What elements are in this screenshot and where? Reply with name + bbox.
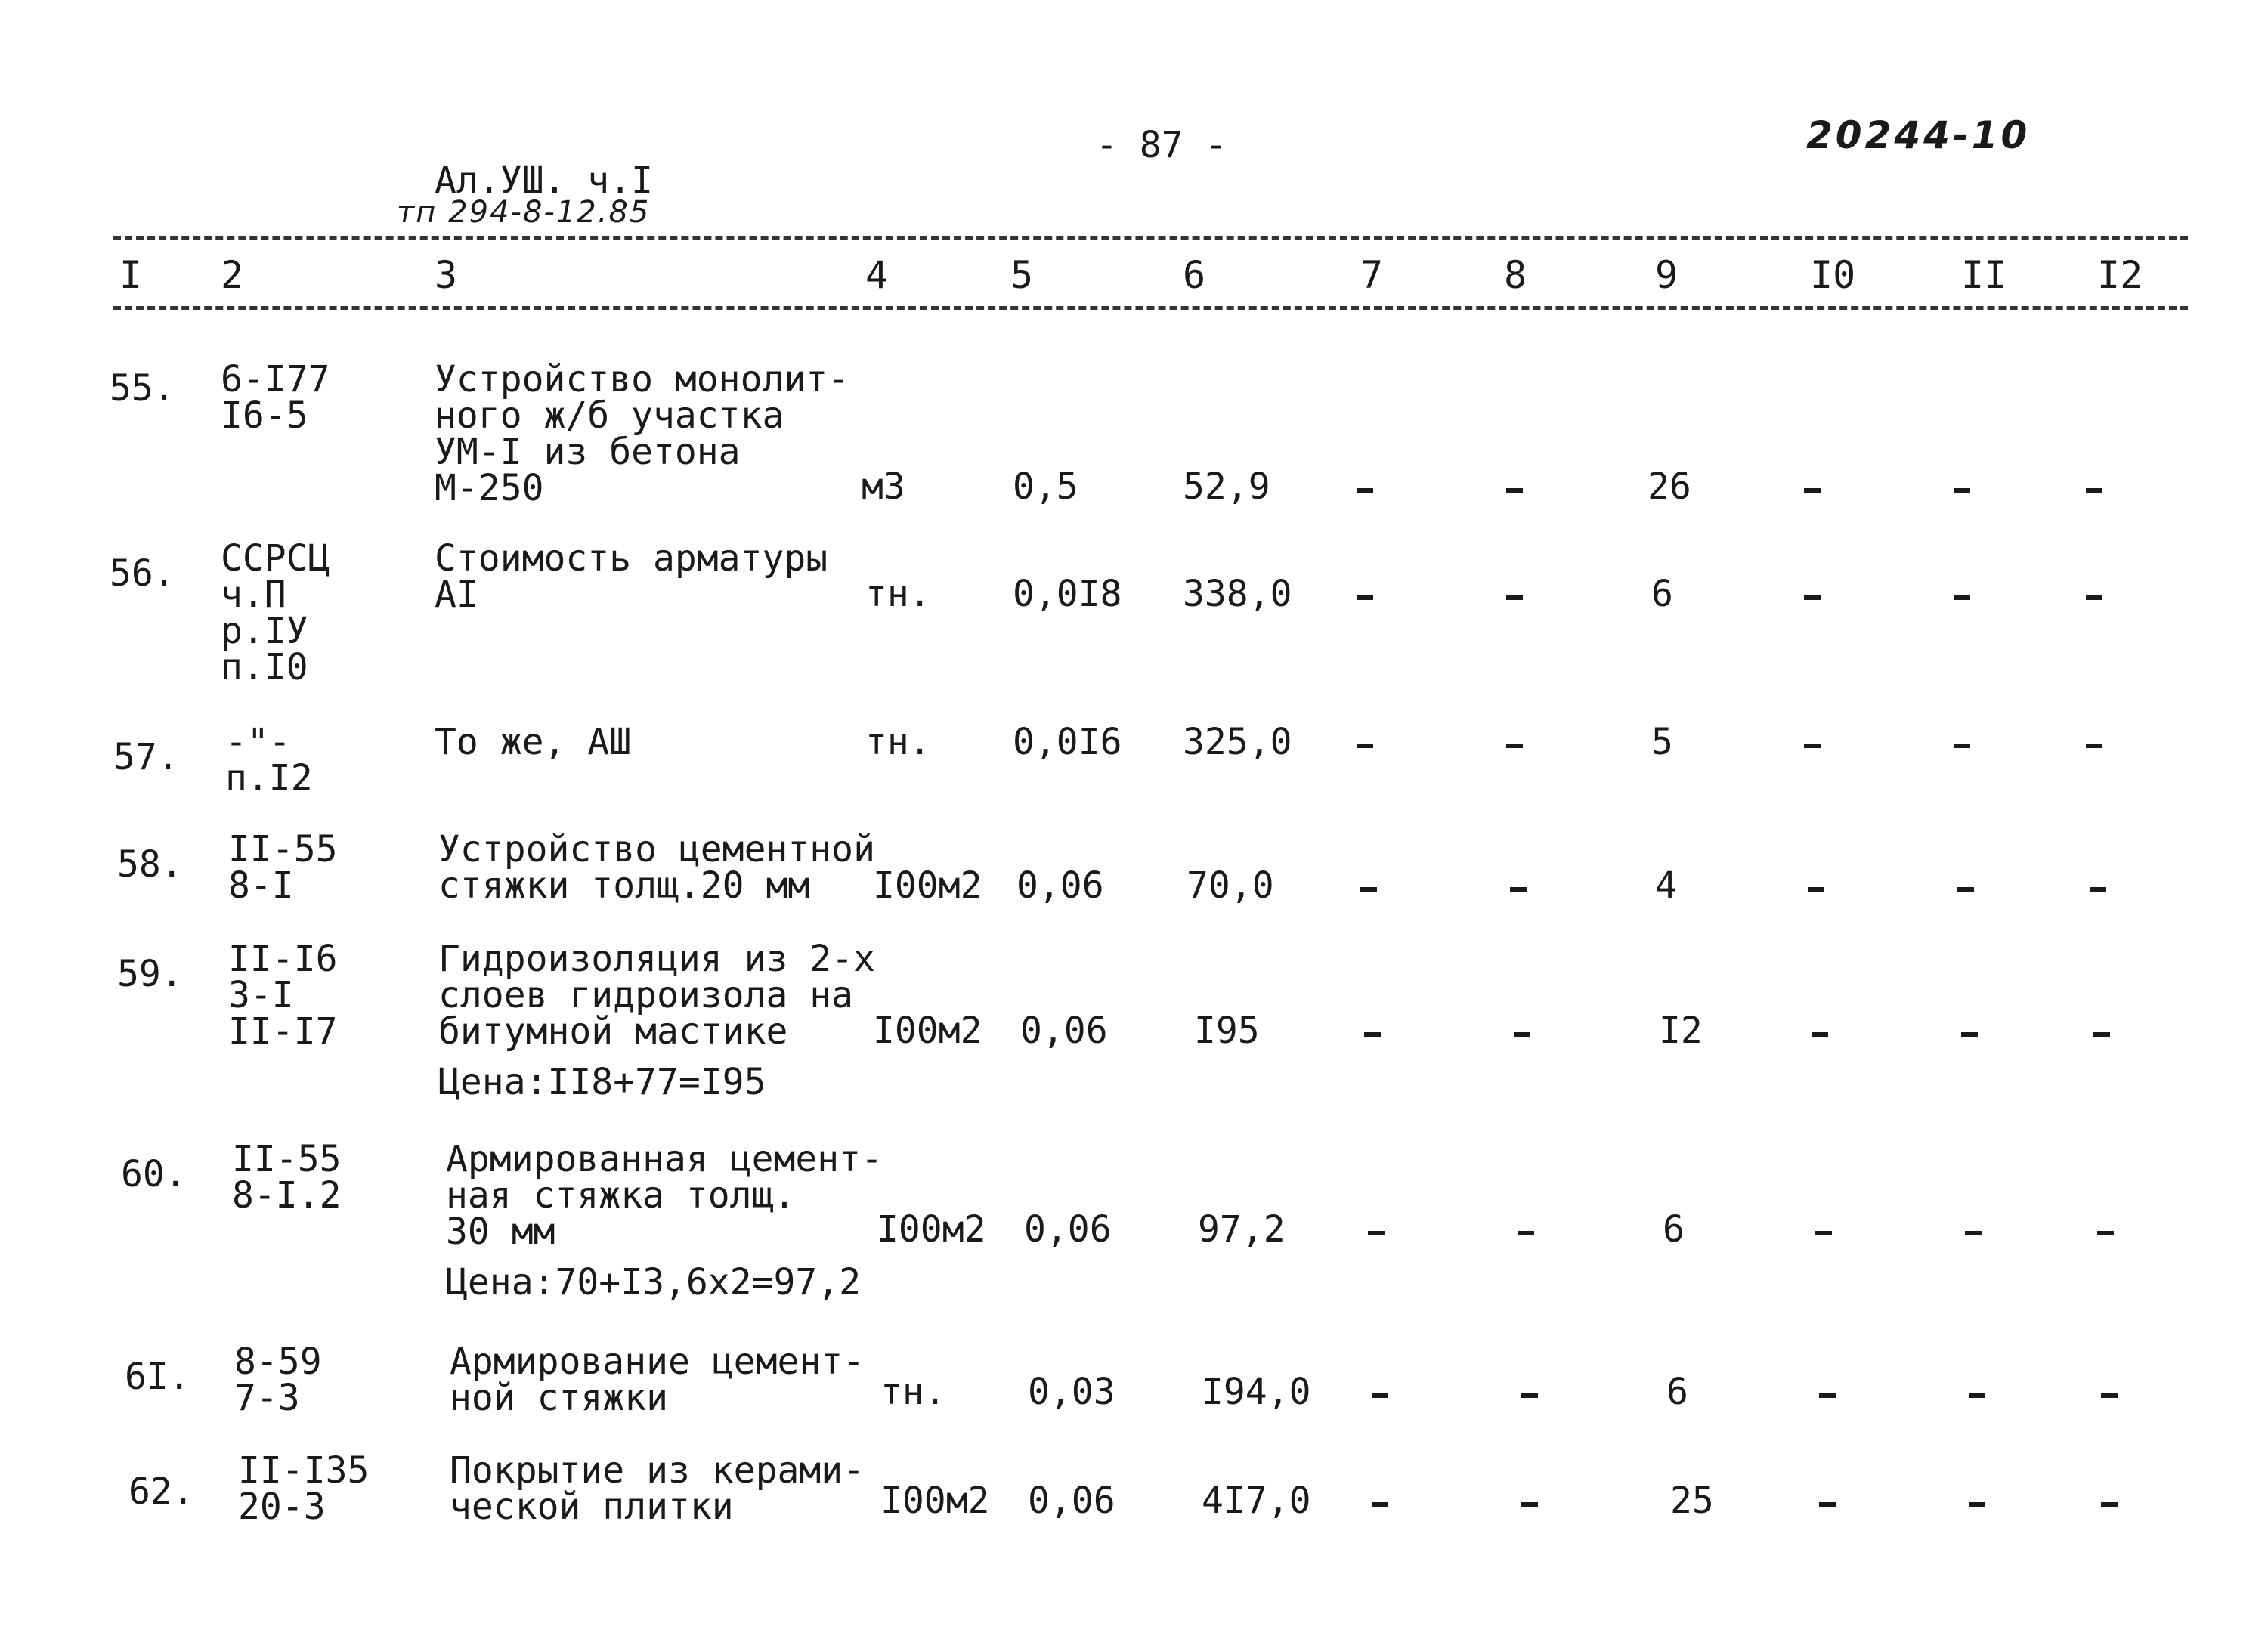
rate-code: ССРСЦ ч.П р.IУ п.I0 [221,537,330,688]
row-number: 55. [110,367,175,410]
work-description: То же, АШ [435,721,632,763]
empty-cell-dash [1514,1032,1530,1037]
empty-cell-dash [1965,1231,1982,1235]
unit-price: 52,9 [1183,465,1270,508]
unit: тн. [880,1371,946,1413]
empty-cell-dash [1510,887,1527,892]
quantity: 0,03 [1028,1371,1115,1413]
column-header: 7 [1360,253,1384,297]
empty-cell-dash [1521,1502,1538,1507]
quantity: 0,06 [1016,864,1104,907]
unit-price: 325,0 [1183,721,1292,763]
unit-price: 338,0 [1183,573,1292,615]
empty-cell-dash [1812,1032,1828,1037]
empty-cell-dash [1506,595,1523,600]
total-value: 6 [1651,573,1673,615]
column-header: 5 [1010,253,1034,297]
empty-cell-dash [1819,1393,1836,1398]
total-value: I2 [1659,1010,1703,1052]
empty-cell-dash [1969,1502,1985,1507]
work-description: Покрытие из керами- ческой плитки [450,1449,865,1528]
quantity: 0,06 [1024,1208,1112,1251]
empty-cell-dash [2090,887,2106,892]
empty-cell-dash [2093,1032,2110,1037]
empty-cell-dash [2086,488,2102,493]
column-header: 8 [1504,253,1527,297]
empty-cell-dash [1961,1032,1978,1037]
rate-code: II-55 8-I.2 [232,1138,342,1217]
empty-cell-dash [1357,744,1373,748]
column-header: 2 [221,253,244,297]
work-description: Устройство цементной стяжки толщ.20 мм [438,828,875,907]
empty-cell-dash [1372,1502,1388,1507]
work-description: Устройство монолит- ного ж/б участка УМ-I из бетона М-250 [435,358,850,509]
unit: I00м2 [880,1480,990,1522]
quantity: 0,0I8 [1013,573,1122,615]
unit-price: 70,0 [1187,864,1274,907]
unit: тн. [865,573,931,615]
column-header: 4 [865,253,889,297]
empty-cell-dash [2086,744,2102,748]
empty-cell-dash [1969,1393,1985,1398]
total-value: 26 [1648,465,1691,508]
unit: м3 [862,465,905,508]
row-number: 59. [117,953,183,995]
total-value: 6 [1663,1208,1685,1251]
rate-code: 8-59 7-3 [234,1341,322,1419]
empty-cell-dash [2097,1231,2114,1235]
empty-cell-dash [1808,887,1824,892]
column-header: I [119,253,143,297]
price-note: Цена:70+I3,6x2=97,2 [446,1261,862,1303]
header-bottom-rule [113,306,2188,310]
rate-code: II-I6 3-I II-I7 [228,938,338,1053]
empty-cell-dash [2101,1393,2118,1398]
empty-cell-dash [1954,744,1970,748]
column-header: I0 [1810,253,1856,297]
project-reference: тп 294-8-12.85 [397,195,651,230]
empty-cell-dash [1368,1231,1385,1235]
unit-price: 97,2 [1198,1208,1286,1251]
top-rule [113,236,2188,240]
column-header: I2 [2097,253,2143,297]
total-value: 4 [1655,864,1677,907]
album-reference: Ал.УШ. ч.I [435,159,653,202]
empty-cell-dash [1804,595,1821,600]
unit-price: I95 [1194,1010,1260,1052]
empty-cell-dash [1506,488,1523,493]
empty-cell-dash [1804,744,1821,748]
empty-cell-dash [1364,1032,1381,1037]
empty-cell-dash [1372,1393,1388,1398]
price-note: Цена:II8+77=I95 [438,1061,766,1103]
unit: I00м2 [873,1010,982,1052]
total-value: 25 [1670,1480,1714,1522]
work-description: Армированная цемент- ная стяжка толщ. 30 мм [446,1138,883,1253]
rate-code: 6-I77 I6-5 [221,358,330,437]
unit-price: 4I7,0 [1202,1480,1311,1522]
rate-code: II-55 8-I [228,828,338,907]
empty-cell-dash [1506,744,1523,748]
document-number: 20244-10 [1806,113,2031,157]
page-number: - 87 - [1096,124,1227,166]
unit: I00м2 [877,1208,986,1251]
empty-cell-dash [1804,488,1821,493]
row-number: 56. [110,552,175,595]
empty-cell-dash [1954,595,1970,600]
row-number: 6I. [125,1356,190,1398]
empty-cell-dash [1819,1502,1836,1507]
quantity: 0,06 [1028,1480,1115,1522]
rate-code: -"- п.I2 [225,721,313,799]
empty-cell-dash [2101,1502,2118,1507]
row-number: 58. [117,843,183,886]
empty-cell-dash [1815,1231,1832,1235]
row-number: 62. [128,1470,194,1513]
empty-cell-dash [1360,887,1377,892]
unit-price: I94,0 [1202,1371,1311,1413]
quantity: 0,0I6 [1013,721,1122,763]
empty-cell-dash [1518,1231,1534,1235]
rate-code: II-I35 20-3 [238,1449,370,1528]
column-header: 9 [1655,253,1679,297]
row-number: 57. [113,736,179,778]
quantity: 0,5 [1013,465,1078,508]
row-number: 60. [121,1153,187,1195]
empty-cell-dash [1357,488,1373,493]
total-value: 5 [1651,721,1673,763]
work-description: Гидроизоляция из 2-х слоев гидроизола на битумной мастике [438,938,875,1053]
total-value: 6 [1666,1371,1688,1413]
column-header: 3 [435,253,458,297]
empty-cell-dash [1957,887,1974,892]
empty-cell-dash [1954,488,1970,493]
empty-cell-dash [2086,595,2102,600]
empty-cell-dash [1357,595,1373,600]
work-description: Армирование цемент- ной стяжки [450,1341,865,1419]
work-description: Стоимость арматуры AI [435,537,828,616]
quantity: 0,06 [1020,1010,1108,1052]
unit: I00м2 [873,864,982,907]
unit: тн. [865,721,931,763]
column-header: 6 [1183,253,1206,297]
empty-cell-dash [1521,1393,1538,1398]
column-header: II [1961,253,2007,297]
